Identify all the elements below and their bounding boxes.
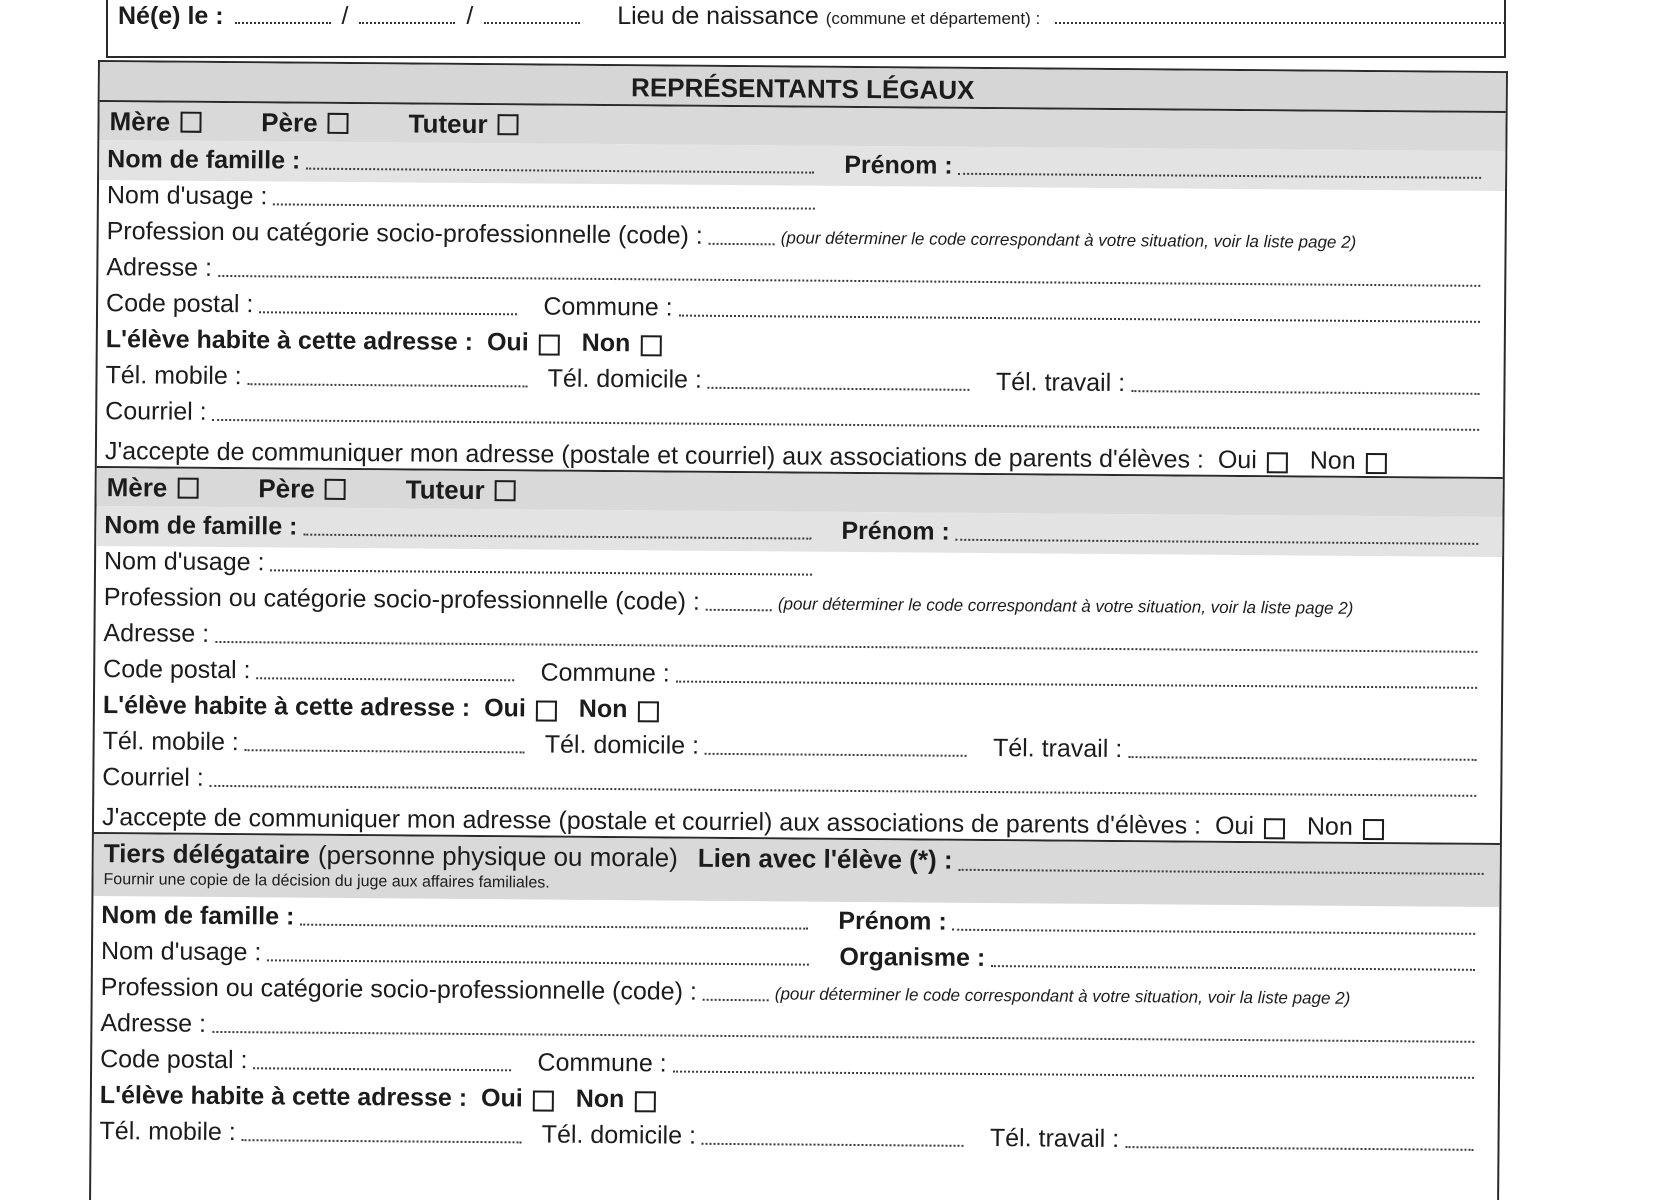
habite-non-label: Non — [575, 1084, 625, 1114]
code-postal-field[interactable] — [256, 677, 514, 681]
student-info-box — [106, 0, 1506, 58]
tel-travail-field[interactable] — [1131, 390, 1479, 395]
nom-famille-label: Nom de famille : — [101, 901, 295, 931]
tel-domicile-field[interactable] — [708, 387, 970, 391]
date-separator: / — [466, 2, 474, 30]
prenom-field[interactable] — [959, 173, 1482, 179]
profession-note: (pour déterminer le code correspondant à votre situation, voir la liste page 2) — [774, 984, 1351, 1008]
tel-mobile-label: Tél. mobile : — [102, 727, 239, 757]
tel-travail-label: Tél. travail : — [992, 734, 1123, 764]
code-postal-label: Code postal : — [103, 655, 251, 685]
code-postal-field[interactable] — [259, 311, 517, 315]
commune-label: Commune : — [537, 1048, 667, 1078]
prenom-label: Prénom : — [844, 150, 953, 180]
tel-domicile-label: Tél. domicile : — [547, 364, 703, 394]
mere-checkbox[interactable] — [177, 478, 198, 499]
adresse-label: Adresse : — [103, 619, 210, 648]
tuteur-label: Tuteur — [405, 473, 485, 505]
profession-note: (pour déterminer le code correspondant à votre situation, voir la liste page 2) — [777, 594, 1354, 618]
mere-checkbox[interactable] — [180, 112, 201, 133]
tuteur-checkbox[interactable] — [497, 114, 518, 135]
nom-usage-field[interactable] — [267, 959, 809, 965]
commune-label: Commune : — [540, 658, 670, 688]
mere-label: Mère — [106, 471, 168, 503]
birthplace-label: Lieu de naissance — [617, 2, 819, 30]
nom-usage-label: Nom d'usage : — [106, 181, 268, 211]
habite-oui-label: Oui — [486, 328, 529, 357]
tel-travail-field[interactable] — [1125, 1146, 1473, 1151]
code-postal-label: Code postal : — [105, 289, 254, 319]
tel-mobile-field[interactable] — [245, 749, 525, 753]
commune-field[interactable] — [676, 681, 1477, 689]
accepte-oui-label: Oui — [1214, 811, 1255, 841]
born-label: Né(e) le : — [118, 2, 224, 30]
tiers-note: Fournir une copie de la décision du juge aux affaires familiales. — [103, 871, 550, 892]
tel-domicile-label: Tél. domicile : — [544, 730, 700, 760]
habite-non-checkbox[interactable] — [634, 1091, 655, 1112]
profession-label: Profession ou catégorie socio-professionnelle (code) : — [100, 973, 697, 1006]
nom-usage-label: Nom d'usage : — [103, 547, 265, 577]
nom-famille-field[interactable] — [303, 534, 811, 540]
birth-day-field[interactable] — [235, 22, 331, 24]
birth-year-field[interactable] — [484, 22, 580, 24]
habite-oui-label: Oui — [484, 694, 526, 723]
pere-label: Père — [258, 472, 315, 504]
commune-field[interactable] — [673, 1071, 1474, 1079]
accepte-oui-checkbox[interactable] — [1267, 452, 1288, 473]
accepte-oui-label: Oui — [1217, 445, 1257, 475]
tiers-subtitle: (personne physique ou morale) — [317, 839, 678, 873]
profession-code-field[interactable] — [706, 609, 772, 612]
birth-month-field[interactable] — [359, 22, 455, 24]
commune-label: Commune : — [543, 292, 673, 322]
courriel-label: Courriel : — [105, 397, 207, 426]
lien-label: Lien avec l'élève (*) : — [697, 842, 953, 875]
habite-non-label: Non — [578, 694, 628, 724]
accepte-non-checkbox[interactable] — [1366, 453, 1387, 474]
profession-label: Profession ou catégorie socio-professionnelle (code) : — [106, 217, 703, 250]
birth-line — [118, 2, 1505, 31]
habite-non-label: Non — [581, 328, 631, 358]
habite-oui-checkbox[interactable] — [533, 1090, 554, 1111]
code-postal-field[interactable] — [253, 1067, 511, 1071]
profession-label: Profession ou catégorie socio-professionnelle (code) : — [103, 583, 701, 616]
nom-famille-label: Nom de famille : — [104, 511, 298, 541]
habite-label: L'élève habite à cette adresse : — [105, 325, 474, 356]
tuteur-checkbox[interactable] — [495, 480, 516, 501]
organisme-field[interactable] — [991, 965, 1475, 971]
nom-famille-field[interactable] — [300, 924, 808, 930]
pere-label: Père — [261, 106, 318, 138]
tel-travail-field[interactable] — [1128, 756, 1476, 761]
tel-mobile-label: Tél. mobile : — [99, 1117, 236, 1147]
tiers-title: Tiers délégataire — [103, 838, 311, 870]
nom-usage-label: Nom d'usage : — [100, 937, 262, 967]
section-title: REPRÉSENTANTS LÉGAUX — [100, 62, 1506, 113]
accepte-label: J'accepte de communiquer mon adresse (postale et courriel) aux associations de parents d'élèves : — [104, 437, 1205, 474]
nom-usage-field[interactable] — [273, 203, 815, 209]
tel-mobile-field[interactable] — [248, 383, 528, 387]
accepte-non-label: Non — [1306, 812, 1353, 841]
pere-checkbox[interactable] — [325, 479, 346, 500]
birthplace-field[interactable] — [1055, 22, 1505, 24]
prenom-field[interactable] — [953, 929, 1476, 935]
prenom-field[interactable] — [956, 539, 1479, 545]
accepte-oui-checkbox[interactable] — [1264, 818, 1285, 839]
birthplace-note: (commune et département) : — [825, 9, 1041, 28]
habite-oui-label: Oui — [480, 1084, 523, 1113]
habite-label: L'élève habite à cette adresse : — [102, 691, 471, 722]
tuteur-label: Tuteur — [408, 107, 488, 139]
tiers-delegataire — [91, 832, 1499, 1157]
lien-field[interactable] — [958, 869, 1483, 875]
nom-famille-field[interactable] — [306, 168, 814, 174]
tiers-header — [93, 834, 1499, 907]
adresse-label: Adresse : — [100, 1009, 207, 1038]
habite-non-checkbox[interactable] — [640, 335, 661, 356]
tel-domicile-label: Tél. domicile : — [541, 1120, 697, 1150]
profession-code-field[interactable] — [703, 999, 769, 1002]
adresse-label: Adresse : — [106, 253, 213, 282]
pere-checkbox[interactable] — [328, 113, 349, 134]
nom-famille-label: Nom de famille : — [107, 145, 301, 175]
commune-field[interactable] — [679, 315, 1480, 323]
nom-usage-field[interactable] — [270, 569, 812, 575]
prenom-label: Prénom : — [841, 516, 950, 546]
profession-note: (pour déterminer le code correspondant à votre situation, voir la liste page 2) — [780, 228, 1357, 252]
habite-oui-checkbox[interactable] — [539, 334, 560, 355]
courriel-label: Courriel : — [102, 763, 204, 792]
habite-oui-checkbox[interactable] — [536, 700, 557, 721]
tel-travail-label: Tél. travail : — [989, 1124, 1120, 1154]
date-separator: / — [341, 2, 349, 30]
organisme-label: Organisme : — [839, 942, 986, 972]
accepte-label: J'accepte de communiquer mon adresse (postale et courriel) aux associations de parents d'élèves : — [101, 803, 1202, 840]
accepte-non-checkbox[interactable] — [1363, 819, 1384, 840]
prenom-label: Prénom : — [838, 906, 947, 936]
representative-2 — [94, 466, 1503, 843]
profession-code-field[interactable] — [709, 243, 775, 246]
code-postal-label: Code postal : — [100, 1045, 248, 1075]
tel-mobile-label: Tél. mobile : — [105, 361, 242, 391]
tel-mobile-field[interactable] — [242, 1139, 522, 1143]
tel-domicile-field[interactable] — [705, 753, 967, 757]
accepte-non-label: Non — [1309, 446, 1356, 475]
representative-1 — [97, 102, 1506, 477]
legal-representatives-box — [89, 60, 1508, 1200]
habite-non-checkbox[interactable] — [637, 701, 658, 722]
tel-travail-label: Tél. travail : — [995, 368, 1126, 398]
habite-label: L'élève habite à cette adresse : — [99, 1081, 468, 1112]
mere-label: Mère — [109, 105, 171, 137]
tel-domicile-field[interactable] — [702, 1143, 964, 1147]
